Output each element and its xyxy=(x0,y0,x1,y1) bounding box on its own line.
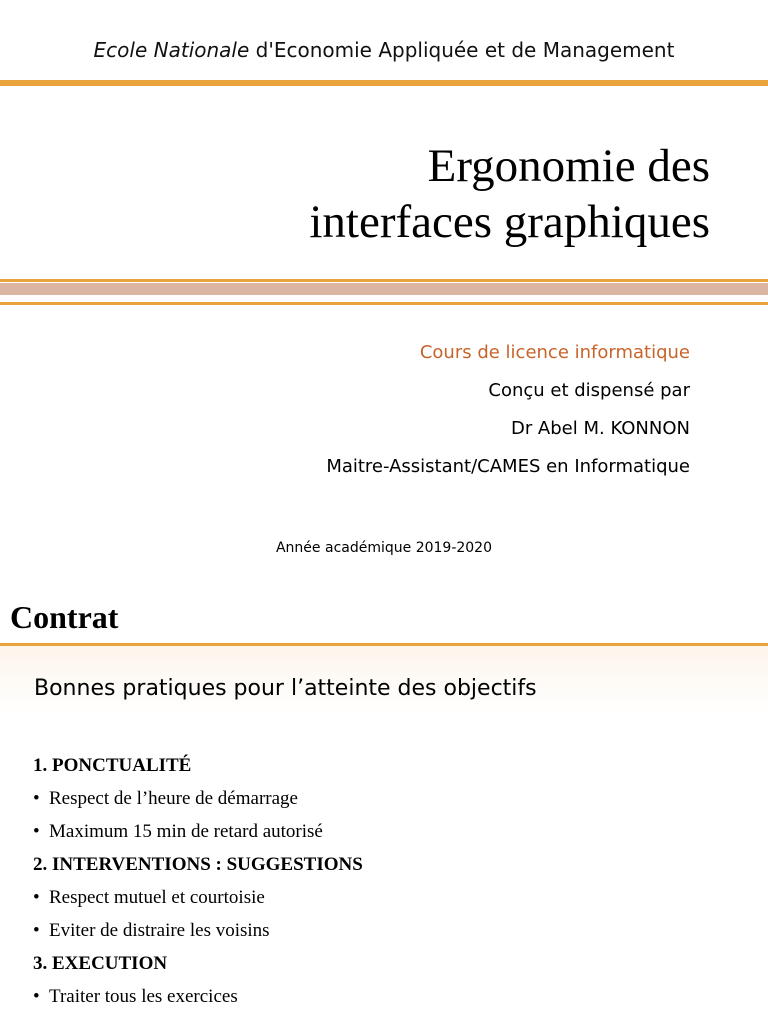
section-heading: 1. PONCTUALITÉ xyxy=(33,755,192,776)
contract-subtitle: Bonnes pratiques pour l’atteinte des objectifs xyxy=(34,676,537,701)
slide-title-line1: Ergonomie des xyxy=(427,140,710,192)
list-item: • Respect de l’heure de démarrage xyxy=(33,785,363,818)
slide-title xyxy=(309,138,710,250)
slide-title-line2: interfaces graphiques xyxy=(309,196,710,248)
designed-by: Conçu et dispensé par xyxy=(488,380,690,401)
author-title: Maitre-Assistant/CAMES en Informatique xyxy=(326,456,690,477)
school-name-rest: d'Economie Appliquée et de Management xyxy=(249,38,675,62)
rules-list xyxy=(33,752,363,1016)
title-divider-rose xyxy=(0,283,768,295)
school-name xyxy=(0,36,768,64)
academic-year: Année académique 2019-2020 xyxy=(275,540,492,556)
list-item: • Maximum 15 min de retard autorisé xyxy=(33,818,363,851)
top-divider xyxy=(0,80,768,86)
title-divider-gold-top xyxy=(0,279,768,282)
author-name: Dr Abel M. KONNON xyxy=(510,418,690,439)
section-heading: 3. EXECUTION xyxy=(33,953,168,974)
school-name-italic: Ecole Nationale xyxy=(93,38,250,62)
course-name: Cours de licence informatique xyxy=(419,342,690,363)
contract-title: Contrat xyxy=(10,599,119,635)
list-item: • Eviter de distraire les voisins xyxy=(33,917,363,950)
list-item: • Respect mutuel et courtoisie xyxy=(33,884,363,917)
title-divider-gold-bottom xyxy=(0,302,768,305)
course-info xyxy=(326,334,690,486)
section-heading: 2. INTERVENTIONS : SUGGESTIONS xyxy=(33,854,363,875)
list-item: • Traiter tous les exercices xyxy=(33,983,363,1016)
